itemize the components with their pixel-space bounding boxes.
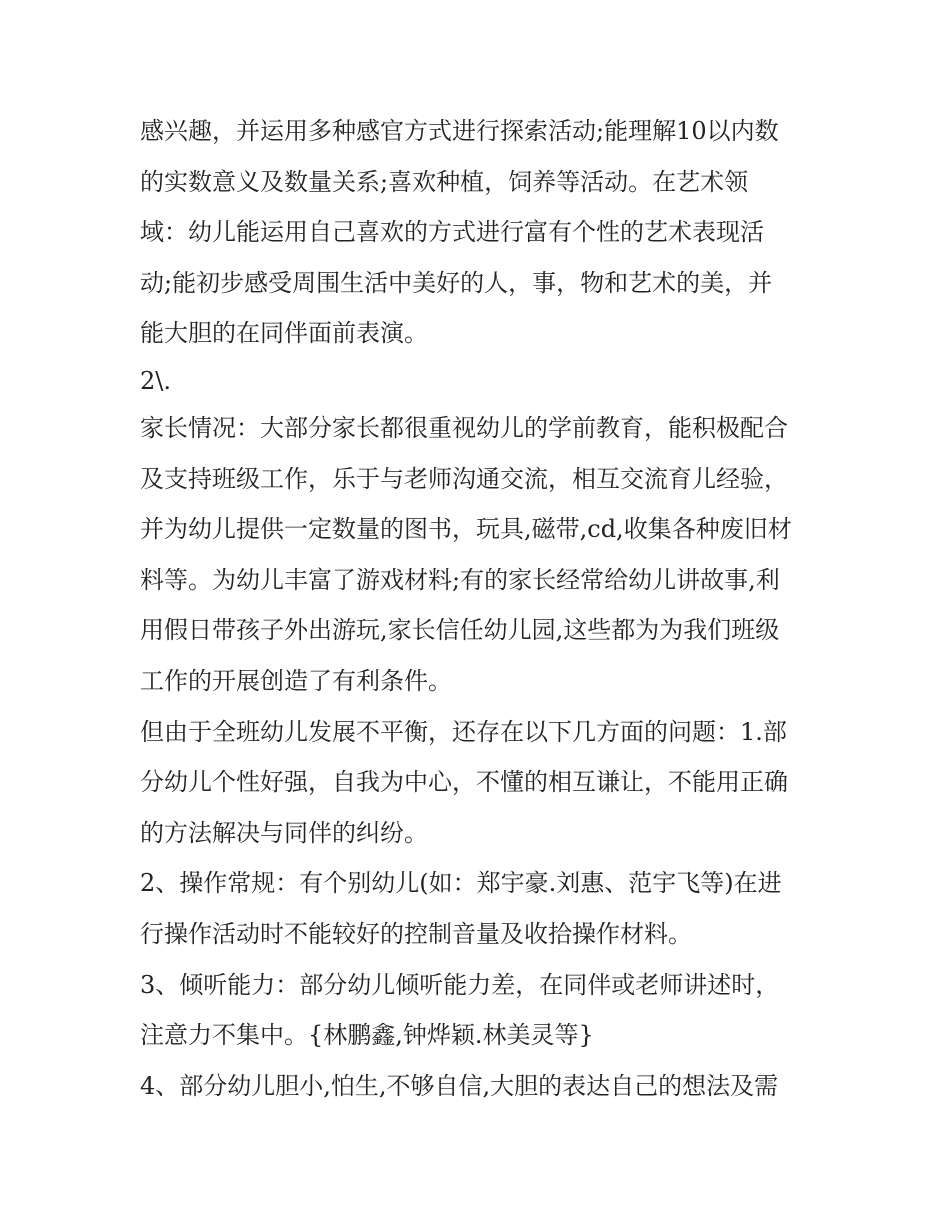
text-line: 行操作活动时不能较好的控制音量及收拾操作材料。 [140, 919, 692, 948]
text-line: 及支持班级工作，乐于与老师沟通交流，相互交流育儿经验， [140, 464, 788, 493]
text-line: 能大胆的在同伴面前表演。 [140, 319, 428, 348]
text-line: 料等。为幼儿丰富了游戏材料;有的家长经常给幼儿讲故事,利 [140, 565, 780, 594]
text-line: 4、部分幼儿胆小,怕生,不够自信,大胆的表达自己的想法及需 [140, 1071, 779, 1100]
text-line: 并为幼儿提供一定数量的图书，玩具,磁带,cd,收集各种废旧材 [140, 515, 792, 544]
text-line: 的实数意义及数量关系;喜欢种植，饲养等活动。在艺术领 [140, 167, 749, 196]
text-line: 感兴趣，并运用多种感官方式进行探索活动;能理解10以内数 [140, 117, 779, 145]
text-line: 工作的开展创造了有利条件。 [140, 666, 452, 695]
text-line: 用假日带孩子外出游玩,家长信任幼儿园,这些都为为我们班级 [140, 616, 780, 645]
text-line: 的方法解决与同伴的纠纷。 [140, 818, 428, 847]
text-line: 家长情况：大部分家长都很重视幼儿的学前教育，能积极配合 [140, 413, 788, 442]
text-line: 3、倾听能力：部分幼儿倾听能力差，在同伴或老师讲述时， [140, 970, 780, 999]
section-number: 2\. [140, 366, 171, 395]
text-line: 但由于全班幼儿发展不平衡，还存在以下几方面的问题：1.部 [140, 717, 787, 746]
document-body [140, 106, 820, 1111]
text-line: 2、操作常规：有个别幼儿(如：郑宇豪.刘惠、范宇飞等)在进 [140, 869, 782, 898]
text-line: 域：幼儿能运用自己喜欢的方式进行富有个性的艺术表现活 [140, 218, 764, 247]
text-line: 注意力不集中。{林鹏鑫,钟烨颖.林美灵等} [140, 1021, 594, 1050]
text-line: 分幼儿个性好强，自我为中心，不懂的相互谦让，不能用正确 [140, 768, 788, 797]
text-line: 动;能初步感受周围生活中美好的人，事，物和艺术的美，并 [140, 268, 773, 297]
